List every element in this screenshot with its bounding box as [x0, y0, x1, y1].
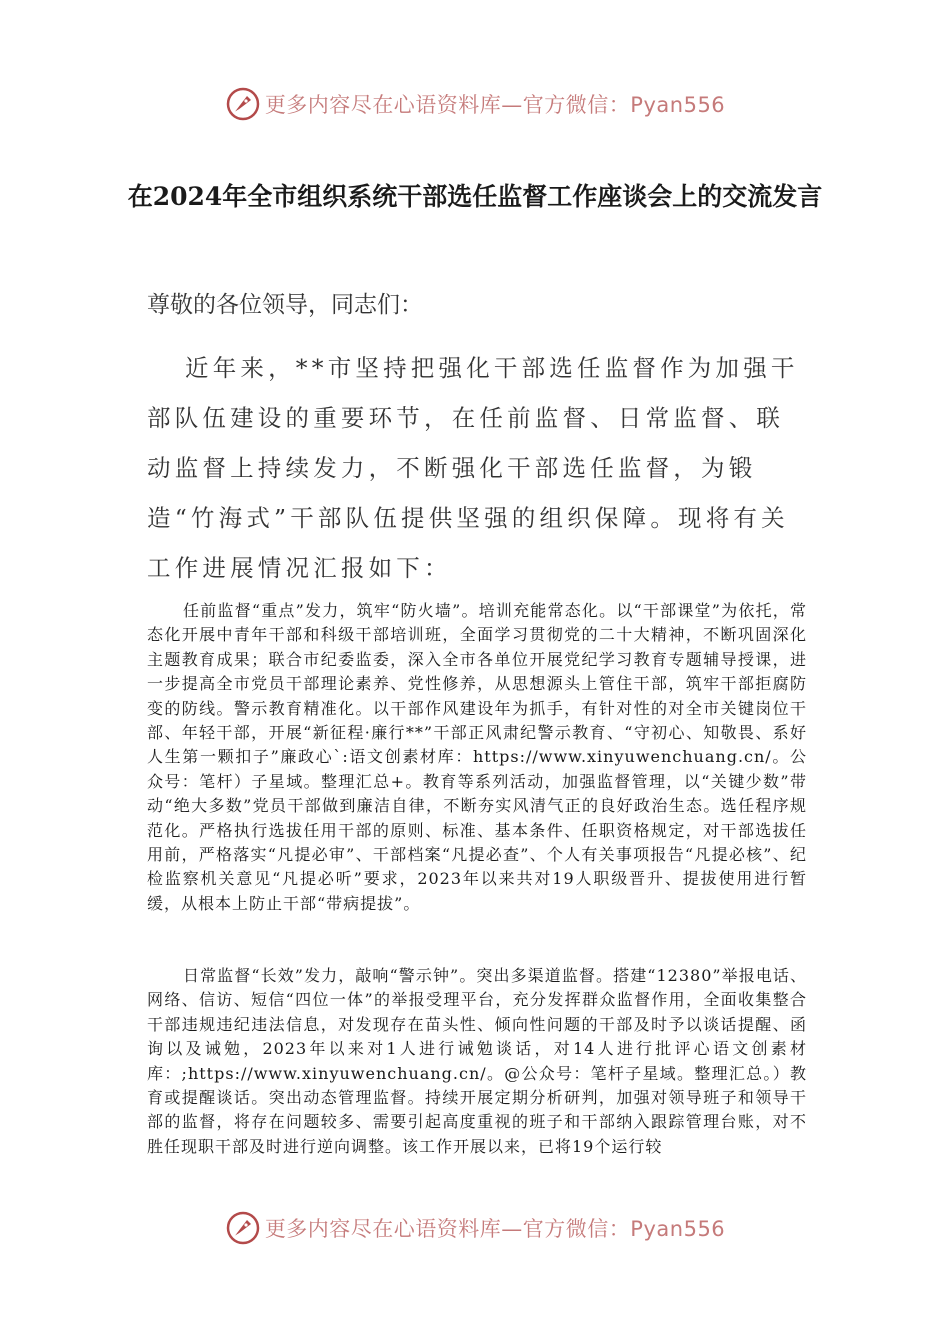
watermark-text: 更多内容尽在心语资料库—官方微信：Pyan556 — [264, 1217, 726, 1241]
watermark-banner-bottom — [0, 1208, 950, 1248]
pen-nib-logo-icon — [225, 86, 261, 122]
intro-paragraph: 近年来，**市坚持把强化干部选任监督作为加强干部队伍建设的重要环节，在任前监督、日常监督、联动监督上持续发力，不断强化干部选任监督，为锻造“竹海式”干部队伍提供坚强的组织保障。现将有关工作进展情况汇报如下： — [147, 354, 799, 582]
body-paragraph: 任前监督“重点”发力，筑牢“防火墙”。培训充能常态化。以“干部课堂”为依托，常态化开展中青年干部和科级干部培训班，全面学习贯彻党的二十大精神，不断巩固深化主题教育成果；联合市纪委监委，深入全市各单位开展党纪学习教育专题辅导授课，进一步提高全市党员干部理论素养、党性修养，从思想源头上管住干部，筑牢干部拒腐防变的防线。警示教育精准化。以干部作风建设年为抓手，有针对性的对全市关键岗位干部、年轻干部，开展“新征程·廉行**”干部正风肃纪警示教育、“守初心、知敬畏、系好人生第一颗扣子”廉政心`:语文创素材库：https://www.xinyuwenchuang.cn/。公众号：笔杆）子星域。整理汇总+。教育等系列活动，加强监督管理，以“关键少数”带动“绝大多数”党员干部做到廉洁自律，不断夯实风清气正的良好政治生态。选任程序规范化。严格执行选拔任用干部的原则、标准、基本条件、任职资格规定，对干部选拔任用前，严格落实“凡提必审”、干部档案“凡提必查”、个人有关事项报告“凡提必核”、纪检监察机关意见“凡提必听”要求，2023年以来共对19人职级晋升、提拔使用进行暂缓，从根本上防止干部“带病提拔”。 — [147, 601, 807, 913]
watermark-banner-top — [0, 84, 950, 124]
watermark-text: 更多内容尽在心语资料库—官方微信：Pyan556 — [264, 93, 726, 117]
greeting: 尊敬的各位领导，同志们： — [147, 292, 423, 318]
document-title: 在2024年全市组织系统干部选任监督工作座谈会上的交流发言 — [127, 182, 823, 211]
body-paragraph: 日常监督“长效”发力，敲响“警示钟”。突出多渠道监督。搭建“12380”举报电话、网络、信访、短信“四位一体”的举报受理平台，充分发挥群众监督作用，全面收集整合干部违规违纪违法信息，对发现存在苗头性、倾向性问题的干部及时予以谈话提醒、函询以及诫勉，2023年以来对1人进行诫勉谈话，对14人进行批评心语文创素材库：;https://www.xinyuwenchuang.cn/。@公众号：笔杆子星域。整理汇总。）教育或提醒谈话。突出动态管理监督。持续开展定期分析研判，加强对领导班子和领导干部的监督，将存在问题较多、需要引起高度重视的班子和干部纳入跟踪管理台账，对不胜任现职干部及时进行逆向调整。该工作开展以来，已将19个运行较 — [147, 966, 807, 1156]
pen-nib-logo-icon — [225, 1210, 261, 1246]
